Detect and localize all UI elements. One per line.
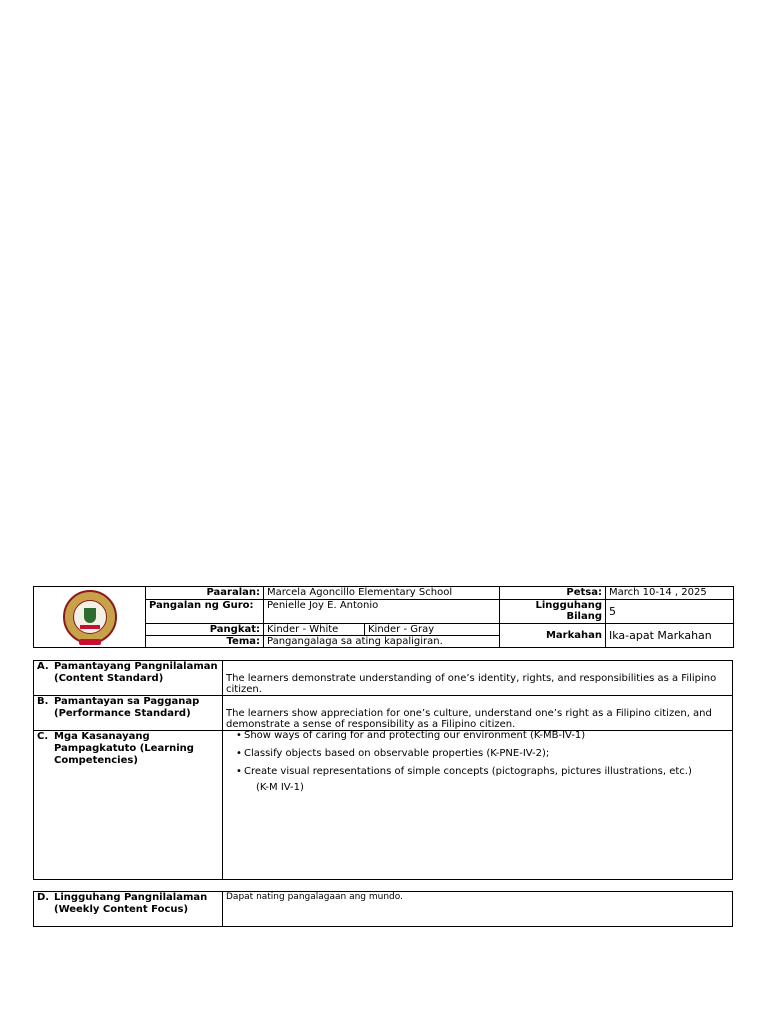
content-standard-title: Pamantayang Pangnilalaman: [54, 661, 218, 672]
section-value-gray: Kinder - Gray: [365, 624, 500, 636]
competency-code-note: (K-M IV-1): [256, 782, 304, 793]
content-standard-text: The learners demonstrate understanding of one’s identity, rights, and responsibilities as a Filipino citizen.: [223, 661, 733, 696]
content-standard-subtitle: (Content Standard): [54, 673, 164, 684]
quarter-label: Markahan: [500, 624, 606, 648]
competency-item: • Classify objects based on observable properties (K-PNE-IV-2);: [244, 745, 729, 763]
letter-d: D.: [37, 892, 50, 903]
competency-item: • Show ways of caring for and protecting our environment (K-MB-IV-1): [244, 727, 729, 745]
school-label: Paaralan:: [146, 587, 264, 600]
weekly-focus-table: [33, 891, 733, 927]
quarter-value: Ika-apat Markahan: [606, 624, 734, 648]
weekly-focus-subtitle: (Weekly Content Focus): [54, 904, 189, 915]
week-label: [500, 600, 606, 624]
learning-competencies-title-3: Competencies): [54, 755, 138, 766]
letter-a: A.: [37, 661, 49, 672]
performance-standard-text: The learners show appreciation for one’s culture, understand one’s right as a Filipino citizen, and demonstrate a sense of responsibility as a Filipino citizen.: [223, 696, 733, 731]
teacher-label: Pangalan ng Guro:: [146, 600, 264, 624]
learning-competencies-list-cell: [223, 731, 733, 880]
week-label-line-1: Lingguhang: [535, 600, 602, 611]
week-value: 5: [606, 600, 734, 624]
theme-label: Tema:: [146, 636, 264, 648]
learning-competencies-title-2: Pampagkatuto (Learning: [54, 743, 194, 754]
performance-standard-label: [34, 696, 223, 731]
letter-c: C.: [37, 731, 49, 742]
learning-competencies-label: [34, 731, 223, 880]
performance-standard-subtitle: (Performance Standard): [54, 708, 191, 719]
weekly-focus-text: Dapat nating pangalagaan ang mundo.: [223, 892, 733, 927]
school-value: Marcela Agoncillo Elementary School: [264, 587, 500, 600]
header-table: [33, 586, 734, 648]
section-label: Pangkat:: [146, 624, 264, 636]
week-label-line-2: Bilang: [566, 611, 602, 622]
performance-standard-title: Pamantayan sa Pagganap: [54, 696, 200, 707]
competency-item: • Create visual representations of simple concepts (pictographs, pictures illustrations, etc.): [244, 763, 729, 781]
school-seal-icon: [63, 590, 117, 644]
content-standard-label: [34, 661, 223, 696]
theme-value: Pangangalaga sa ating kapaligiran.: [264, 636, 500, 648]
weekly-focus-title: Lingguhang Pangnilalaman: [54, 892, 208, 903]
letter-b: B.: [37, 696, 49, 707]
logo-cell: [34, 587, 146, 648]
teacher-value: Penielle Joy E. Antonio: [264, 600, 500, 624]
date-label: Petsa:: [500, 587, 606, 600]
section-value-white: Kinder - White: [264, 624, 365, 636]
learning-competencies-list: [226, 727, 729, 781]
standards-table: [33, 660, 733, 880]
date-value: March 10-14 , 2025: [606, 587, 734, 600]
learning-competencies-title-1: Mga Kasanayang: [54, 731, 150, 742]
weekly-focus-label: [34, 892, 223, 927]
